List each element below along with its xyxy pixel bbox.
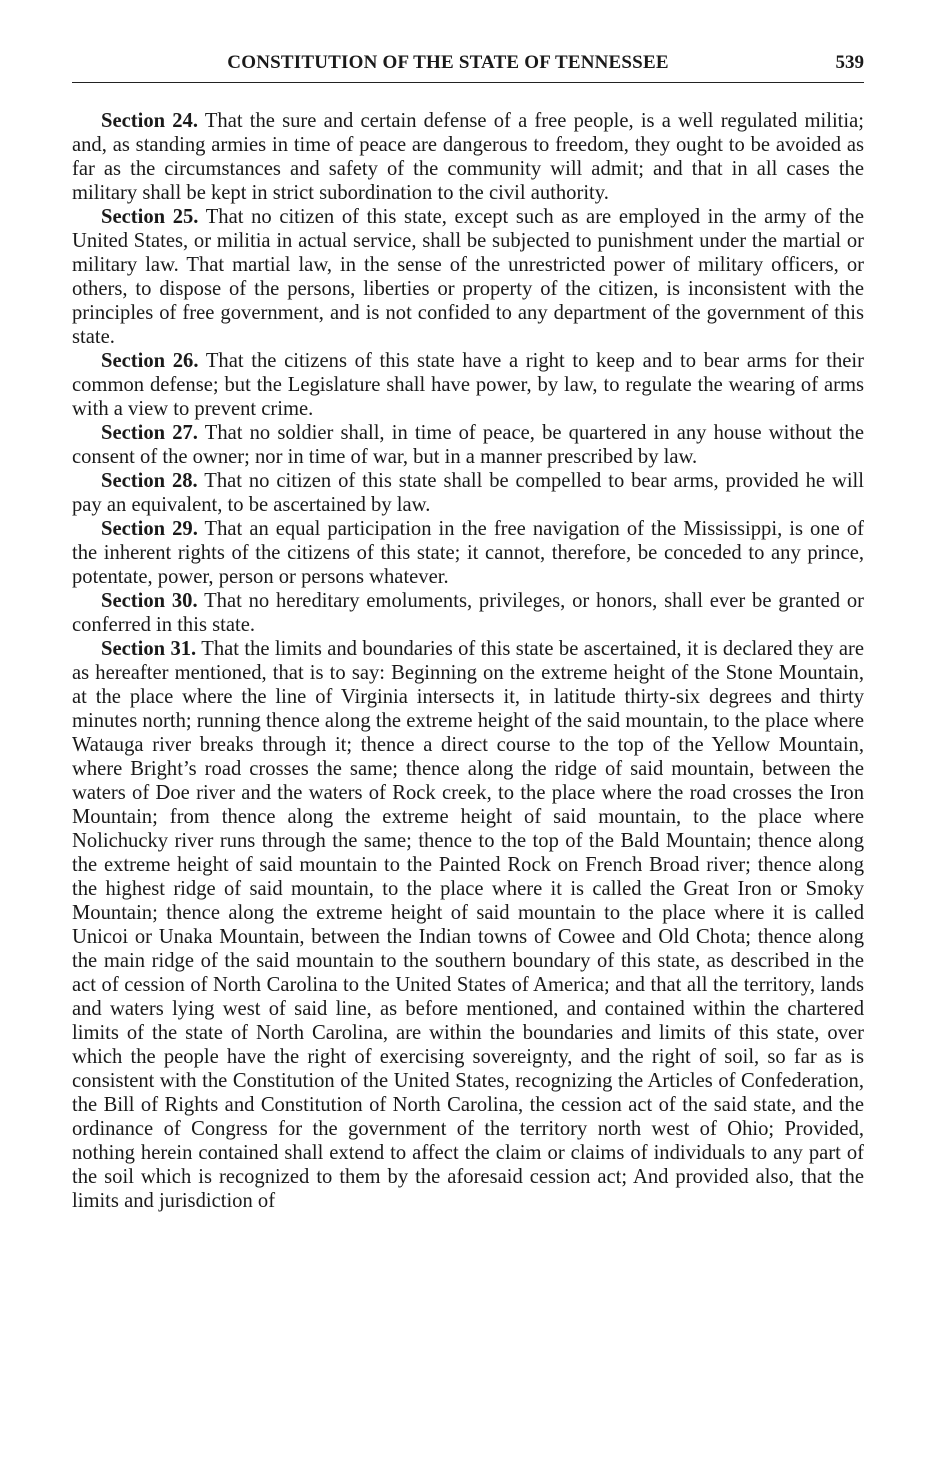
section-text: That no citizen of this state, except such as are employed in the army of the United States, or militia in actual service, shall be subjected to punishment under the martial or military law. That martial law, in the sense of the unrestricted power of military officers, or others, to dispose of the persons, liberties or property of the citizen, is inconsistent with the principles of free government, and is not confided to any department of the government of this state. xyxy=(72,206,865,348)
page-number: 539 xyxy=(835,52,864,73)
section-label: Section 27. xyxy=(101,422,198,444)
section-27 xyxy=(72,421,864,469)
document-page xyxy=(72,48,864,1213)
section-label: Section 24. xyxy=(101,110,198,132)
section-text: That the citizens of this state have a right to keep and to bear arms for their common defense; but the Legislature shall have power, by law, to regulate the wearing of arms with a view to prevent crime. xyxy=(72,350,865,420)
section-text: That no soldier shall, in time of peace, be quartered in any house without the consent of the owner; nor in time of war, but in a manner prescribed by law. xyxy=(72,422,864,468)
running-header xyxy=(72,48,864,83)
section-text: That an equal participation in the free navigation of the Mississippi, is one of the inherent rights of the citizens of this state; it cannot, therefore, be conceded to any prince, potentate, power, person or persons whatever. xyxy=(72,518,864,588)
section-label: Section 26. xyxy=(101,350,199,372)
body-text xyxy=(72,109,864,1213)
section-text: That the limits and boundaries of this state be ascertained, it is declared they are as hereafter mentioned, that is to say: Beginning on the extreme height of the Stone Mountain, at the place where the line of Virginia intersects it, in latitude thirty-six degrees and thirty minutes north; running thence along the extreme height of the said mountain, to the place where Watauga river breaks through it; thence a direct course to the top of the Yellow Mountain, where Bright’s road crosses the same; thence along the ridge of said mountain, between the waters of Doe river and the waters of Rock creek, to the place where the road crosses the Iron Mountain; from thence along the extreme height of said mountain, to the place where Nolichucky river runs through the same; thence to the top of the Bald Mountain; thence along the extreme height of said mountain to the Painted Rock on French Broad river; thence along the highest ridge of said mountain, to the place where it is called the Great Iron or Smoky Mountain; thence along the extreme height of said mountain to the place where it is called Unicoi or Unaka Mountain, between the Indian towns of Cowee and Old Chota; thence along the main ridge of the said mountain to the southern boundary of this state, as described in the act of cession of North Carolina to the United States of America; and that all the territory, lands and waters lying west of said line, as before mentioned, and contained within the chartered limits of the state of North Carolina, are within the boundaries and limits of this state, over which the people have the right of exercising sovereignty, and the right of soil, so far as is consistent with the Constitution of the United States, recognizing the Articles of Confederation, the Bill of Rights and Constitution of North Carolina, the cession act of the said state, and the ordinance of Congress for the government of the territory north west of Ohio; Provided, nothing herein contained shall extend to affect the claim or claims of individuals to any part of the soil which is recognized to them by the aforesaid cession act; And provided also, that the limits and jurisdiction of xyxy=(72,638,864,1212)
section-text: That no hereditary emoluments, privileges, or honors, shall ever be granted or conferred in this state. xyxy=(72,590,864,636)
section-label: Section 31. xyxy=(101,638,197,660)
section-label: Section 28. xyxy=(101,470,198,492)
section-31 xyxy=(72,637,864,1213)
section-text: That no citizen of this state shall be compelled to bear arms, provided he will pay an equivalent, to be ascertained by law. xyxy=(72,470,864,516)
section-text: That the sure and certain defense of a free people, is a well regulated militia; and, as standing armies in time of peace are dangerous to freedom, they ought to be avoided as far as the circumstances and safety of the community will admit; and that in all cases the military shall be kept in strict subordination to the civil authority. xyxy=(72,110,864,204)
section-24 xyxy=(72,109,864,205)
section-29 xyxy=(72,517,864,589)
section-label: Section 30. xyxy=(101,590,198,612)
section-label: Section 29. xyxy=(101,518,198,540)
section-28 xyxy=(72,469,864,517)
section-30 xyxy=(72,589,864,637)
section-25 xyxy=(72,205,864,349)
section-label: Section 25. xyxy=(101,206,199,228)
running-title: CONSTITUTION OF THE STATE OF TENNESSEE xyxy=(227,52,669,73)
section-26 xyxy=(72,349,864,421)
